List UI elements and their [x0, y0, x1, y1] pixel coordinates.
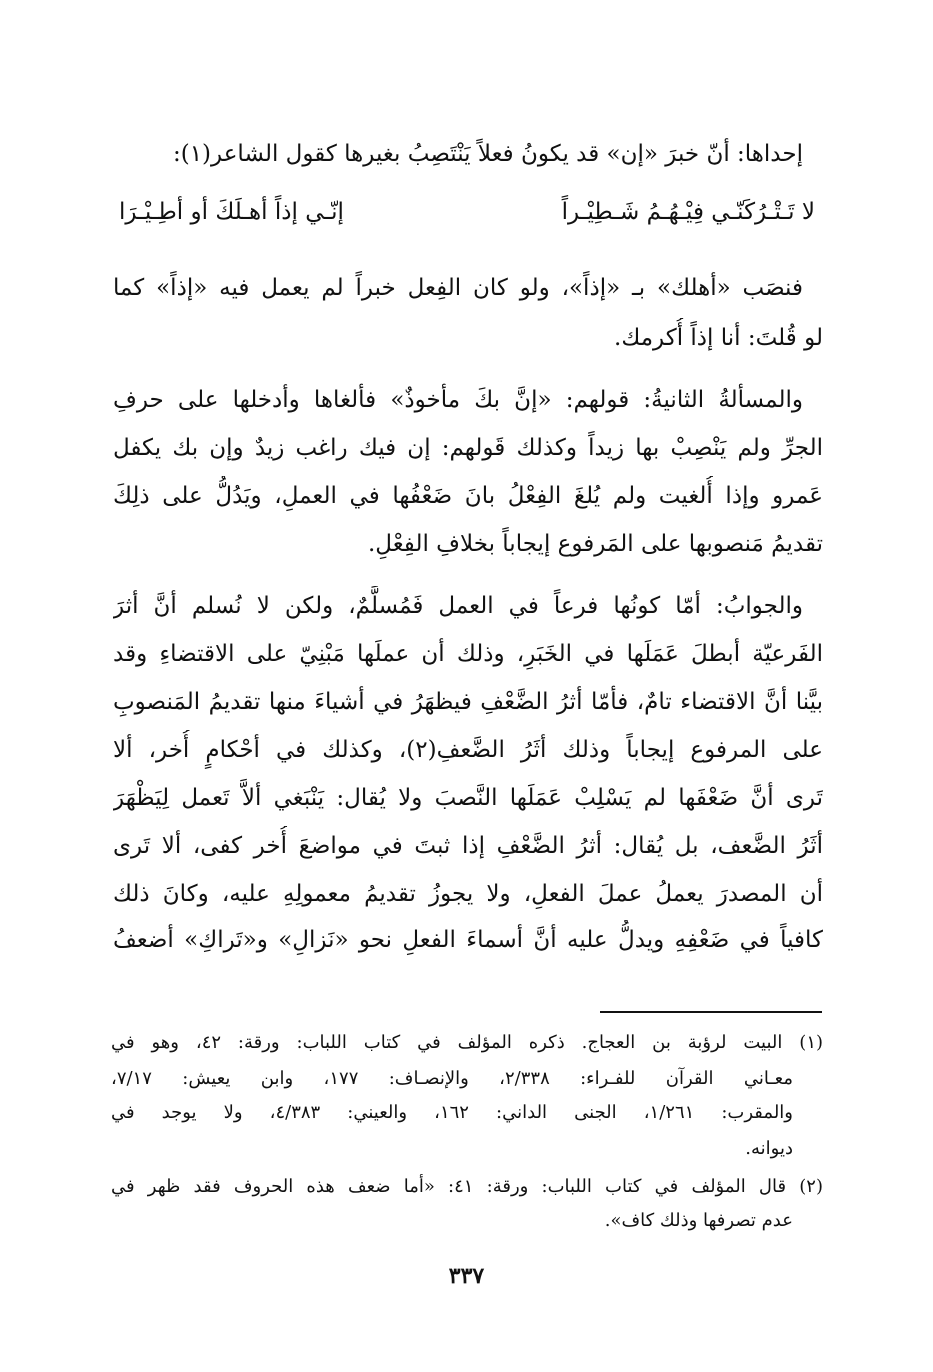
paragraph-3-line-2: الجرِّ ولم يَنْصِبْ بها زيداً وكذلك قَولهم: إن فيك راغب زيدٌ وإن بك يكفل [113, 435, 823, 461]
paragraph-4-line-3: بيَّنا أنَّ الاقتضاء تامٌ، فأمّا أثرُ الضَّعْفِ فيظهَرُ في أشياءَ منها تقديمُ المَنصوبِ [113, 689, 823, 715]
verse-second-hemistich: إنّـي إذاً أهـلَكَ أو أطِـيْـرَا [119, 199, 344, 225]
page-number: ٣٣٧ [448, 1263, 485, 1289]
paragraph-4-line-8: كافياً في ضَعْفِهِ ويدلُّ عليه أنَّ أسماءَ الفعلِ نحو «نَزالِ» و«تَراكِ» أضعفُ [113, 927, 823, 953]
paragraph-3-line-1: والمسألةُ الثانيةُ: قولهم: «إنَّ بكَ مأخوذٌ» فألغاها وأدخلها على حرفِ [113, 387, 803, 413]
poetry-verse [119, 190, 815, 234]
paragraph-4-line-2: الفَرعيّة أبطلَ عَمَلَها في الخَبَرِ، وذلك أن عملَها مَبْنِيّ على الاقتضاءِ وقد [113, 641, 823, 667]
paragraph-3-line-3: عَمرو وإذا أُلغيت ولم يُلغَ الفِعْلُ بانَ ضَعْفُها في العملِ، ويَدُلُّ على ذلِكَ [113, 483, 823, 509]
paragraph-4-line-5: تَرى أنَّ ضَعْفَها لم يَسْلِبْ عَمَلَها النَّصبَ ولا يُقال: يَنْبَغي ألاَّ تَعمل لِيَظْهَرَ [113, 785, 823, 811]
paragraph-1-line-1: إحداها: أنّ خبرَ «إن» قد يكونُ فعلاً يَنْتَصِبُ بغيرها كقول الشاعر(١): [172, 141, 803, 167]
footnote-1-line-3: والمقرب: ١/٢٦١، الجنى الداني: ١٦٢، والعيني: ٤/٣٨٣، ولا يوجد في [111, 1102, 793, 1123]
footnote-1-line-1: (١) البيت لرؤبة بن العجاج. ذكره المؤلف في كتاب اللباب: ورقة: ٤٢، وهو في [111, 1032, 823, 1053]
footnote-1-line-2: معـاني القرآن للفـراء: ٢/٣٣٨، والإنصـاف: ١٧٧، وابن يعيش: ٧/١٧، [111, 1068, 793, 1089]
paragraph-4-line-1: والجوابُ: أمّا كونُها فرعاً في العمل فَمُسلَّمٌ، ولكن لا نُسلم أنَّ أثرَ [113, 593, 803, 619]
paragraph-2-line-1: فنصَب «أهلك» بـ «إذاً»، ولو كان الفِعل خبراً لم يعمل فيه «إذاً» كما [113, 275, 803, 301]
paragraph-4-line-4: على المرفوع إيجاباً وذلك أثَرُ الضَّعفِ(٢)، وكذلك في أحْكامٍ أُخر، ألا [113, 737, 823, 763]
footnote-2-line-2: عدم تصرفها وذلك كاف». [604, 1210, 793, 1231]
footnote-2-line-1: (٢) قال المؤلف في كتاب اللباب: ورقة: ٤١: «أما ضعف هذه الحروف فقد ظهر في [111, 1176, 823, 1197]
paragraph-2-line-2: لو قُلتَ: أنا إذاً أُكرمك. [614, 325, 823, 351]
verse-first-hemistich: لا تَـتْـرُكَنّـي فِيْـهُـمُ شَـطِيْـراً [561, 199, 815, 225]
paragraph-3-line-4: تقديمُ مَنصوبها على المَرفوع إيجاباً بخلافِ الفِعْلِ. [367, 531, 823, 557]
paragraph-4-line-6: أثَرُ الضَّعف، بل يُقال: أثرُ الضَّعْفِ إذا ثبتَ في مواضعَ أُخر كفى، ألا تَرى [113, 833, 823, 859]
footnote-separator [600, 1011, 822, 1013]
paragraph-4-line-7: أن المصدرَ يعملُ عملَ الفعلِ، ولا يجوزُ تقديمُ معمولِهِ عليه، وكانَ ذلك [113, 881, 823, 907]
footnote-1-line-4: ديوانه. [745, 1138, 793, 1159]
